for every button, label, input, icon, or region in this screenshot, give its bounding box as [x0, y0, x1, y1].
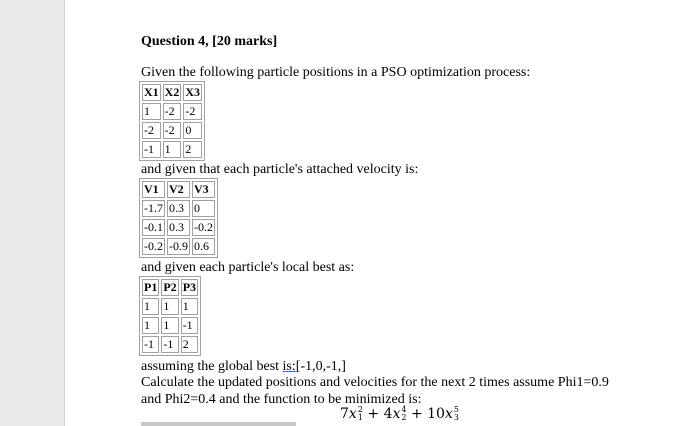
table-row: [142, 336, 198, 353]
table-cell: -1: [142, 336, 159, 353]
left-margin: [0, 0, 65, 426]
table-cell: 2: [181, 336, 198, 353]
question-title: Question 4, [20 marks]: [141, 34, 278, 49]
table-cell: 1: [163, 141, 182, 158]
table-cell: 0: [183, 122, 202, 139]
table-cell: 1: [142, 317, 159, 334]
table-cell: -0.2: [194, 220, 213, 234]
table-cell: 0.3: [167, 219, 190, 236]
table-cell: 1: [181, 298, 198, 315]
global-best-line: [141, 359, 346, 375]
local-best-intro-text: and given each particle's local best as:: [141, 260, 355, 275]
header-cell: P3: [182, 280, 197, 294]
global-best-prefix: assuming the global best: [141, 359, 283, 374]
table-row: [142, 219, 215, 236]
table-cell: 2: [183, 141, 202, 158]
header-cell: P2: [163, 280, 177, 294]
instruction-line-1: Calculate the updated positions and velocities for the next 2 times assume Phi1=0.9: [141, 375, 609, 390]
table-row: [142, 200, 215, 217]
global-best-value: [-1,0,-1,]: [295, 359, 346, 374]
table-cell: 0.6: [192, 238, 215, 255]
formula-term-1: 7x 2 1: [340, 405, 363, 422]
global-best-link: is:: [282, 359, 296, 374]
table-row: [142, 238, 215, 255]
table-cell: 0.3: [167, 200, 190, 217]
table-cell: 1: [161, 317, 178, 334]
table-cell: -1.7: [144, 201, 163, 215]
objective-formula: 7x 2 1 + 4x 4 2 + 10x 5 3: [340, 405, 459, 422]
table-row: [142, 122, 202, 139]
table-cell: -1: [181, 317, 198, 334]
velocities-table: [139, 178, 218, 258]
header-cell: X1: [144, 85, 159, 99]
header-cell: V1: [142, 181, 165, 198]
table-cell: 1: [142, 298, 159, 315]
table-cell: -2: [142, 122, 161, 139]
formula-term-3: 10x 5 3: [427, 405, 459, 422]
table-header-row: [142, 84, 202, 101]
table-cell: -2: [163, 103, 182, 120]
velocity-intro-text: and given that each particle's attached velocity is:: [141, 162, 419, 177]
table-cell: -2: [183, 103, 202, 120]
local-best-table: [139, 276, 201, 356]
header-cell: V2: [167, 181, 190, 198]
header-cell: P1: [144, 280, 158, 294]
horizontal-scrollbar[interactable]: [141, 422, 296, 426]
table-cell: 1: [142, 103, 161, 120]
instruction-line-2: and Phi2=0.4 and the function to be minimized is:: [141, 392, 422, 407]
formula-term-2: 4x 4 2: [383, 405, 407, 422]
table-cell: -0.1: [144, 220, 163, 234]
table-row: [142, 103, 202, 120]
table-cell: 0: [192, 200, 215, 217]
table-cell: -0.2: [144, 239, 163, 253]
header-cell: X3: [185, 85, 201, 99]
table-cell: -1: [161, 336, 178, 353]
table-row: [142, 317, 198, 334]
table-cell: -0.9: [169, 239, 188, 253]
table-row: [142, 298, 198, 315]
header-cell: X2: [164, 85, 180, 99]
intro-text: Given the following particle positions in a PSO optimization process:: [141, 65, 531, 80]
table-cell: 1: [161, 298, 178, 315]
table-cell: -1: [142, 141, 161, 158]
positions-table: [139, 81, 205, 161]
table-cell: -2: [163, 122, 182, 139]
table-row: [142, 141, 202, 158]
table-header-row: [142, 279, 198, 296]
table-header-row: [142, 181, 215, 198]
header-cell: V3: [192, 181, 215, 198]
document-page: [65, 0, 673, 426]
